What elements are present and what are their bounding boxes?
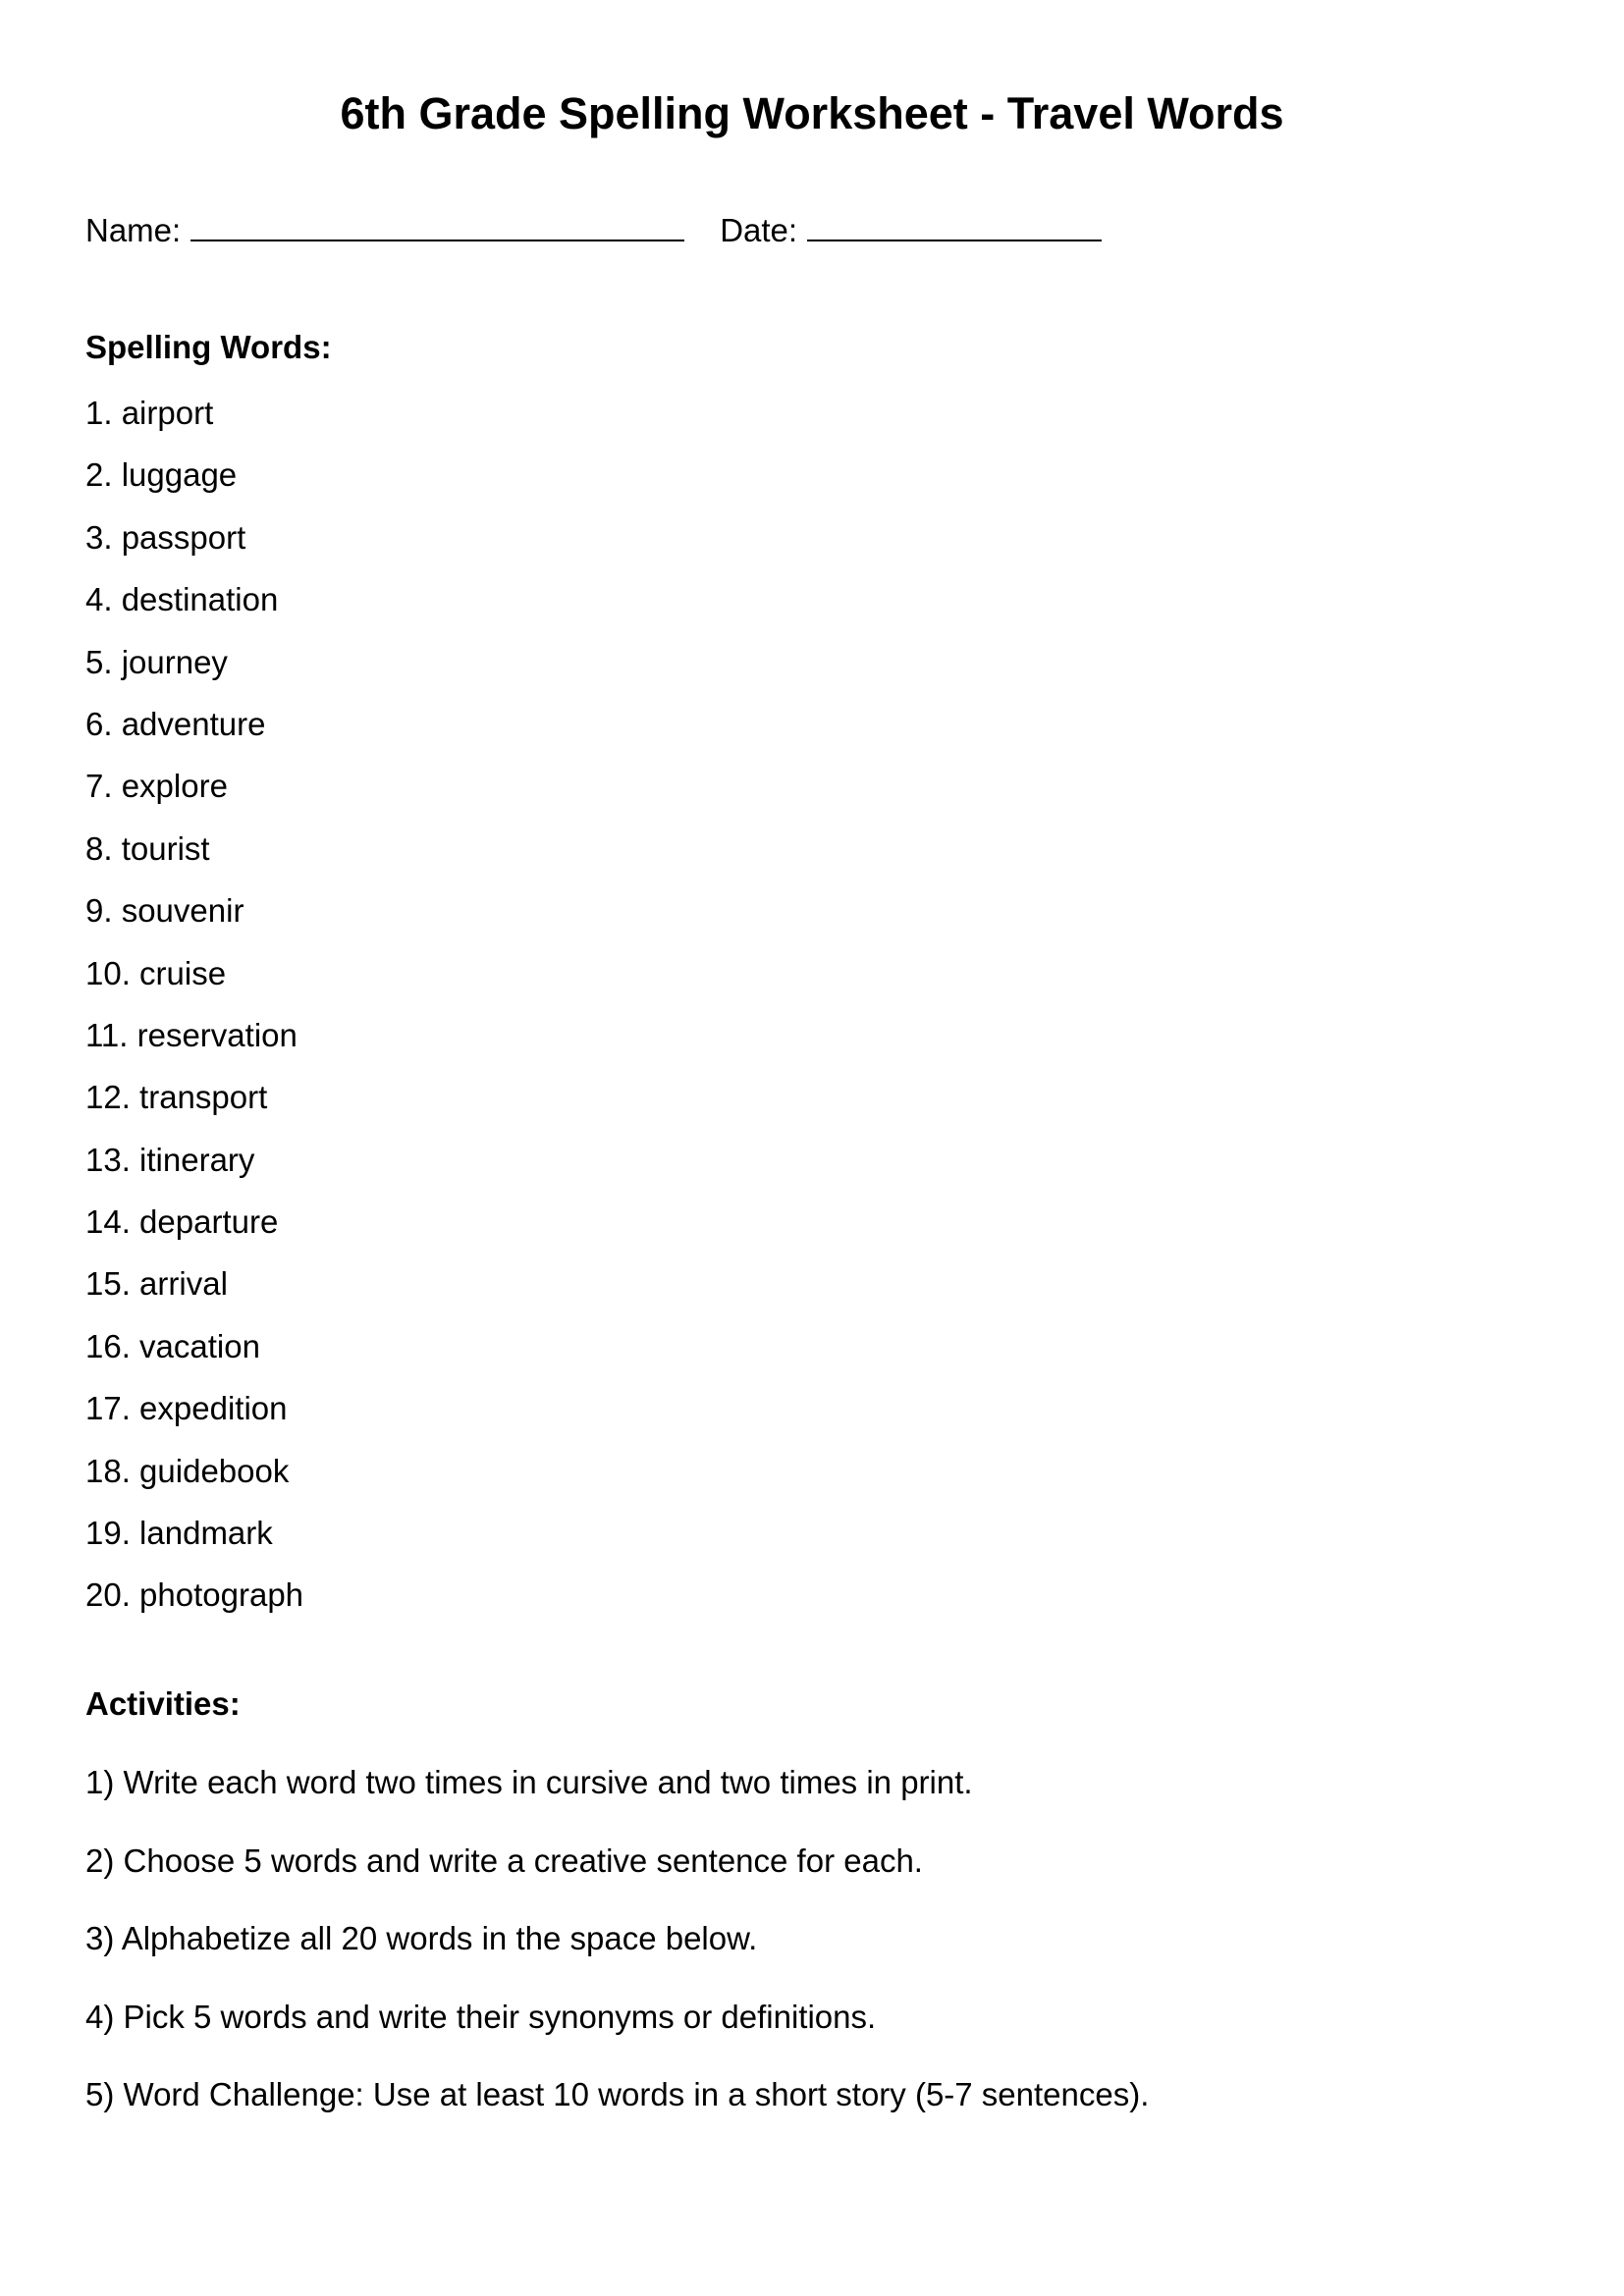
word-number: 16. bbox=[85, 1327, 131, 1364]
list-item bbox=[85, 455, 303, 517]
list-item bbox=[85, 1327, 303, 1389]
page-title: 6th Grade Spelling Worksheet - Travel Words bbox=[340, 88, 1284, 138]
word-number: 6. bbox=[85, 705, 113, 742]
word-number: 19. bbox=[85, 1515, 131, 1552]
list-item bbox=[85, 705, 303, 767]
activity-item bbox=[85, 1842, 1149, 1920]
list-item bbox=[85, 954, 303, 1016]
list-item bbox=[85, 1264, 303, 1326]
list-item bbox=[85, 891, 303, 953]
activity-item bbox=[85, 1919, 1149, 1998]
activity-list bbox=[85, 1763, 1149, 2154]
word-text: luggage bbox=[121, 456, 238, 494]
list-item bbox=[85, 1202, 303, 1264]
word-number: 2. bbox=[85, 456, 113, 494]
list-item bbox=[85, 1389, 303, 1451]
list-item bbox=[85, 1452, 303, 1514]
word-text: itinerary bbox=[139, 1141, 255, 1178]
list-item bbox=[85, 643, 303, 705]
word-text: explore bbox=[121, 768, 228, 805]
word-text: vacation bbox=[139, 1327, 260, 1364]
date-label: Date: bbox=[720, 212, 798, 248]
activity-number: 5) bbox=[85, 2076, 115, 2112]
word-number: 1. bbox=[85, 395, 113, 431]
word-number: 15. bbox=[85, 1265, 131, 1303]
word-text: departure bbox=[139, 1203, 279, 1241]
word-number: 3. bbox=[85, 518, 113, 556]
list-item bbox=[85, 1514, 303, 1575]
word-number: 17. bbox=[85, 1390, 131, 1427]
word-text: guidebook bbox=[139, 1452, 290, 1489]
activity-text: Write each word two times in cursive and two times in print. bbox=[123, 1764, 973, 1800]
spelling-word-list bbox=[85, 394, 303, 1638]
activity-number: 4) bbox=[85, 1998, 115, 2035]
word-number: 14. bbox=[85, 1203, 131, 1241]
list-item bbox=[85, 1141, 303, 1202]
name-date-line bbox=[85, 209, 1102, 252]
list-item bbox=[85, 580, 303, 642]
date-blank-line[interactable] bbox=[807, 210, 1102, 241]
list-item bbox=[85, 1016, 303, 1078]
word-number: 5. bbox=[85, 643, 113, 680]
word-number: 9. bbox=[85, 892, 113, 930]
activity-number: 2) bbox=[85, 1842, 115, 1879]
spelling-words-heading: Spelling Words: bbox=[85, 329, 332, 365]
word-text: arrival bbox=[139, 1265, 228, 1303]
list-item bbox=[85, 767, 303, 828]
word-text: reservation bbox=[136, 1016, 298, 1053]
name-blank-line[interactable] bbox=[190, 210, 684, 241]
word-text: airport bbox=[121, 395, 214, 431]
word-text: landmark bbox=[139, 1515, 273, 1552]
name-label: Name: bbox=[85, 212, 182, 248]
activity-text: Alphabetize all 20 words in the space below. bbox=[121, 1920, 758, 1956]
activity-item bbox=[85, 1998, 1149, 2076]
word-number: 18. bbox=[85, 1452, 131, 1489]
list-item bbox=[85, 1078, 303, 1140]
activity-text: Word Challenge: Use at least 10 words in a short story (5-7 sentences). bbox=[123, 2076, 1150, 2112]
activity-number: 3) bbox=[85, 1920, 115, 1956]
word-text: souvenir bbox=[121, 892, 244, 930]
word-text: expedition bbox=[139, 1390, 288, 1427]
word-number: 20. bbox=[85, 1576, 131, 1614]
activity-item bbox=[85, 1763, 1149, 1842]
word-number: 8. bbox=[85, 829, 113, 867]
word-text: passport bbox=[121, 518, 246, 556]
activities-heading: Activities: bbox=[85, 1685, 241, 1722]
word-text: destination bbox=[121, 581, 279, 618]
word-text: cruise bbox=[139, 954, 227, 991]
word-text: journey bbox=[121, 643, 228, 680]
word-text: tourist bbox=[121, 829, 210, 867]
word-number: 7. bbox=[85, 768, 113, 805]
word-text: photograph bbox=[139, 1576, 304, 1614]
activity-item bbox=[85, 2075, 1149, 2154]
word-number: 12. bbox=[85, 1079, 131, 1116]
word-number: 11. bbox=[85, 1016, 129, 1053]
word-text: adventure bbox=[121, 705, 266, 742]
word-text: transport bbox=[139, 1079, 268, 1116]
list-item bbox=[85, 1575, 303, 1637]
list-item bbox=[85, 394, 303, 455]
activity-text: Choose 5 words and write a creative sentence for each. bbox=[123, 1842, 923, 1879]
activity-number: 1) bbox=[85, 1764, 115, 1800]
list-item bbox=[85, 518, 303, 580]
word-number: 10. bbox=[85, 954, 131, 991]
activity-text: Pick 5 words and write their synonyms or definitions. bbox=[123, 1998, 877, 2035]
word-number: 4. bbox=[85, 581, 113, 618]
list-item bbox=[85, 829, 303, 891]
word-number: 13. bbox=[85, 1141, 131, 1178]
